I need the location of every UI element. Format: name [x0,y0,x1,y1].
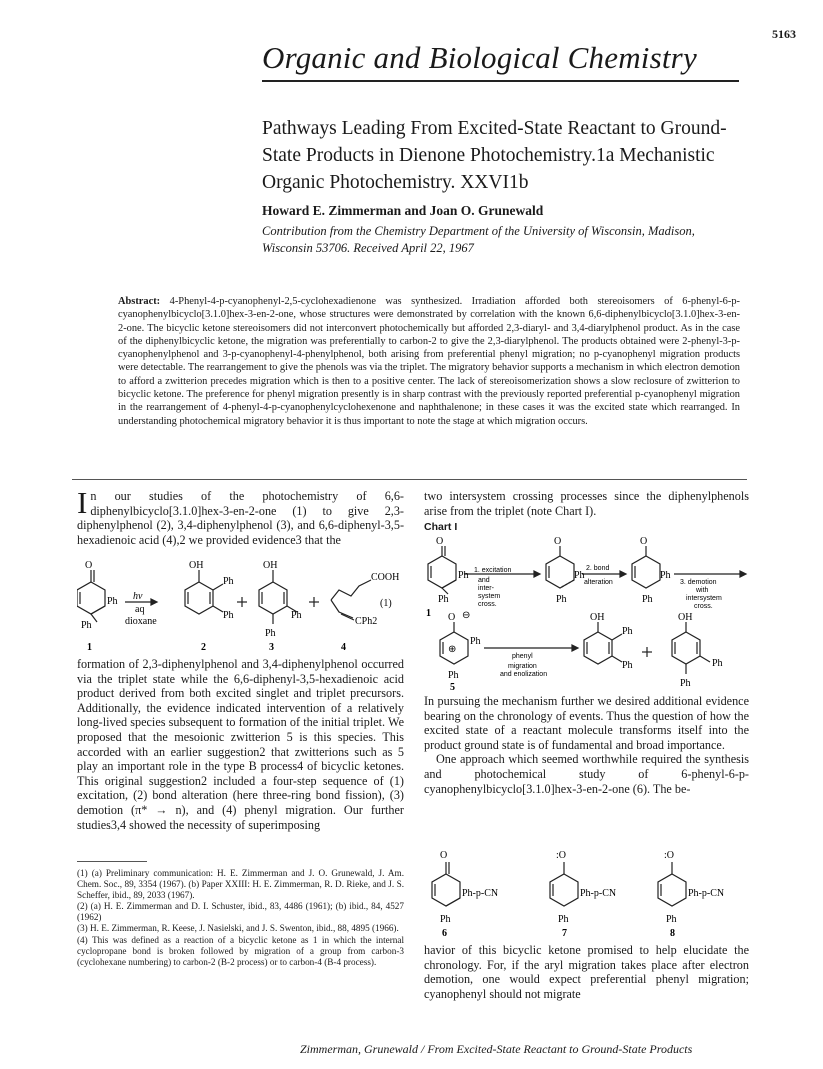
chart-oh-b: OH [678,612,693,623]
reagent-hv: hν [133,591,143,602]
step2-line2: alteration [584,579,613,586]
authors: Howard E. Zimmerman and Joan O. Grunewald [262,203,544,218]
right-paragraph-3-text: One approach which seemed worthwhile required the synthesis and photochemical study of 6-phenyl-6-p-cyanophenylbicyclo[3.1.0]hex-3-en-2-one (6). The be- [424,752,749,796]
scheme2-group-8: Ph-p-CN [688,888,725,899]
scheme2-oy-7: :O [556,850,566,861]
compound-label-3: 3 [269,642,274,652]
right-paragraph-4: havior of this bicyclic ketone promised to help elucidate the chronology. For, if the aryl migration takes place after electron demotion, one would expect preferential phenyl migration; cyanophenyl should not migrate [424,943,749,1001]
scheme2-oy-8: :O [664,850,674,861]
footnote-rule [77,861,147,862]
chart-ph-p2: Ph [622,660,633,671]
chart-label: Chart I [424,521,458,533]
right-intro-paragraph: two intersystem crossing processes since the diphenylphenols arise from the triplet (note Chart I). [424,489,749,518]
group-ph-2b: Ph [223,610,234,621]
group-cph2: CPh2 [355,616,378,627]
step4-line2: migration [508,663,537,670]
group-ph-1a: Ph [107,596,118,607]
footnote-2: (2) (a) H. E. Zimmerman and D. I. Schuster, ibid., 83, 4486 (1961); (b) ibid., 84, 4527 (1962) [77,901,404,923]
chart-oh-a: OH [590,612,605,623]
abstract-label: Abstract: [118,296,161,307]
right-paragraph-2 [424,694,749,796]
chart-ph-q2: Ph [680,678,691,689]
compound-label-2: 2 [201,642,206,652]
compound-label-6: 6 [442,928,447,938]
group-o-1: O [85,560,93,571]
title-rule [262,80,739,82]
chart-label-1: 1 [426,608,431,619]
reagent-aq: aq [135,604,145,615]
scheme2-ph-8: Ph [666,914,677,925]
journal-title: Organic and Biological Chemistry [262,40,697,75]
chart-oy-a: O [436,536,444,547]
step1-line4: system [478,593,501,600]
chart-ph-a2: Ph [438,594,449,605]
chart-ph-c1: Ph [660,570,671,581]
scheme2-ph-7: Ph [558,914,569,925]
step3-line4: cross. [694,603,713,610]
compound-label-4: 4 [341,642,346,652]
step1-line3: inter- [478,585,494,592]
chart-ph-b2: Ph [556,594,567,605]
step1-line5: cross. [478,601,497,608]
chart-plus-5: ⊕ [448,644,457,655]
chart-oy-b: O [554,536,562,547]
abstract-rule [72,479,747,480]
group-ph-3b: Ph [265,628,276,639]
chart-oy-c: O [640,536,648,547]
footnote-3: (3) H. E. Zimmerman, R. Keese, J. Nasielski, and J. S. Swenton, ibid., 88, 4895 (1966). [77,923,399,934]
step2-line1: 2. bond [586,565,610,572]
scheme2-ph-6: Ph [440,914,451,925]
equation-number: (1) [380,598,392,609]
intro-paragraph [77,485,404,547]
step3-line3: intersystem [686,595,722,602]
compound-label-8: 8 [670,928,675,938]
step4-line1: phenyl [512,653,533,660]
chart-ph-5a: Ph [470,636,481,647]
group-oh-2: OH [189,560,204,571]
scheme2-o-6: O [440,850,448,861]
drop-cap: I [77,485,88,520]
group-ph-1b: Ph [81,620,92,631]
affiliation: Contribution from the Chemistry Department of the University of Wisconsin, Madison, Wisconsin 53706. Received April 22, 1967 [262,224,695,255]
chart-minus-5: ⊖ [462,610,471,621]
step4-line3: and enolization [500,671,548,678]
compound-label-7: 7 [562,928,567,938]
chart-ph-q1: Ph [712,658,723,669]
abstract-text: 4-Phenyl-4-p-cyanophenyl-2,5-cyclohexadienone was synthesized. Irradiation afforded both stereoisomers of 6-phenyl-6-p-cyanophenylbicyclo[3.1.0]hex-3-en-2-one, whose structures were demonstrated by correlation with the known 6,6-diphenylbicyclo[3.1.0]hex-3-en-2-one. The bicyclic ketone stereoisomers did not interconvert photochemically but afforded 2,3-diaryl- and 3,4-diarylphenol product. As in the case of the diphenylbicyclic ketone, the migration was preferentially to carbon-2 to give the 2,3-diarylphenol. The products obtained were 2-phenyl-3-p-cyanophenylphenol and 3-p-cyanophenyl-4-phenylphenol, both arising from preferential phenyl migration; no p-cyanophenyl migration products were detectable. The rearrangement to give the phenols was via the triplet. The migratory behavior supports a mechanism in which electron demotion to afford a zwitterion precedes migration which is then to a positive center. The lack of stereoisomerization shows a slow reclosure of zwitterion to bicyclic ketone. The preference for phenyl migration presently is in sharp contrast with the previously reported preferential p-cyanophenyl migration in the rearrangement of 4-phenyl-4-p-cyanophenylcyclohexenone and naphthalenone; in these cases it was the excited state which rearranged. In understanding photochemical migratory behavior it is thus important to note the stage at which migration occurs. [118,296,740,427]
page-number: 5163 [772,27,796,41]
step3-line2: with [696,587,709,594]
group-oh-3: OH [263,560,278,571]
article-title: Pathways Leading From Excited-State Reactant to Ground-State Products in Dienone Photochemistry.1a Mechanistic Organic Photochemistry. XXVI1b [262,118,727,193]
group-ph-3a: Ph [291,610,302,621]
chart-i-scheme [424,534,749,690]
chart-ph-p1: Ph [622,626,633,637]
compound-label-1: 1 [87,642,92,652]
chart-ph-b1: Ph [574,570,585,581]
footnote-1: (1) (a) Preliminary communication: H. E. Zimmerman and J. O. Grunewald, J. Am. Chem. Soc., 89, 3354 (1967). (b) Paper XXIII: H. E. Zimmerman, R. D. Rieke, and J. S. Scheffer, ibid., 89, 2033 (1967). [77,868,404,901]
step1-line1: 1. excitation [474,567,512,574]
scheme-compounds-6-7-8 [424,846,749,938]
chart-label-5: 5 [450,682,455,690]
reagent-dioxane: dioxane [125,616,157,627]
right-paragraph-2-text: In pursuing the mechanism further we desired additional evidence bearing on the chronology of events. Thus the question of how the excited state of a reactant molecule transforms itself into the product ground state is of fundamental and broad importance. [424,694,749,752]
scheme-reaction-1 [77,560,407,652]
chart-ph-a1: Ph [458,570,469,581]
intro-text: n our studies of the photochemistry of 6,6-diphenylbicyclo[3.1.0]hex-3-en-2-one (1) to give 2,3-diphenylphenol (2), 3,4-diphenylphenol (3), and 6,6-diphenyl-3,5-hexadienoic acid (4),2 we provided evidence3 that the [77,489,404,547]
group-cooh: COOH [371,572,400,583]
scheme2-group-6: Ph-p-CN [462,888,499,899]
footnotes [77,868,404,968]
step3-line1: 3. demotion [680,579,717,586]
group-ph-2a: Ph [223,576,234,587]
footnote-4: (4) This was defined as a reaction of a bicyclic ketone as 1 in which the internal cyclopropane bond is broken followed by migration of a group from carbon-3 (cyclohexane numbering) to carbon-2 (B-2 process) or to carbon-4 (B-4 process). [77,934,404,967]
running-footer: Zimmerman, Grunewald / From Excited-State Reactant to Ground-State Products [300,1042,693,1056]
scheme2-group-7: Ph-p-CN [580,888,617,899]
body-left-paragraph: formation of 2,3-diphenylphenol and 3,4-diphenylphenol occurred via the triplet state while the 6,6-diphenyl-3,5-hexadienoic acid product derived from both excited singlet and triplet precursors. Additionally, the evidence indicated intervention of a relatively long-lived species subsequent to formation of the initial triplet. We proposed that the mesoionic zwitterion 5 is this species. This accorded with an earlier suggestion2 that zwitterions such as 5 play an important role in the type B process4 of bicyclic ketones. This original suggestion2 included a four-step sequence of (1) excitation, (2) bond alteration (here three-ring bond fission), (3) demotion (π* → n), and (4) phenyl migration. Our further studies3,4 showed the necessity of superimposing [77,657,404,832]
abstract [118,295,740,428]
chart-ph-5b: Ph [448,670,459,681]
chart-oy-5: O [448,612,456,623]
step1-line2: and [478,577,490,584]
chart-ph-c2: Ph [642,594,653,605]
